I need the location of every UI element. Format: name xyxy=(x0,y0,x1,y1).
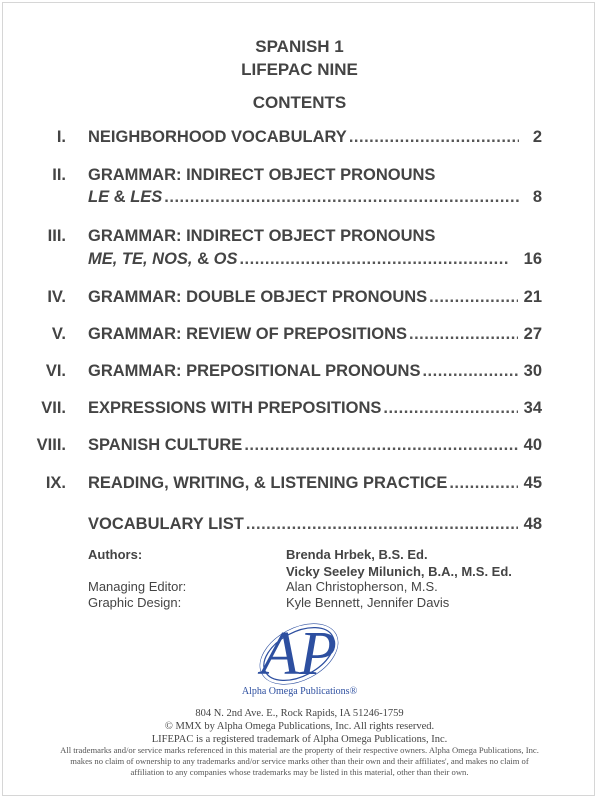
dot-leader xyxy=(449,474,517,493)
course-title: SPANISH 1 xyxy=(255,37,344,56)
dot-leader xyxy=(422,362,517,381)
toc-subtitle: ME, TE, NOS, & OS xyxy=(88,250,238,268)
toc-row xyxy=(0,362,599,386)
legal-line: makes no claim of ownership to any trademarks and/or service marks other than their own and their affiliates', and makes no claim of xyxy=(70,756,529,766)
author-1: Brenda Hrbek, B.S. Ed. xyxy=(286,547,428,562)
design-label: Graphic Design: xyxy=(88,595,182,610)
toc-line xyxy=(88,362,542,381)
toc-title: GRAMMAR: DOUBLE OBJECT PRONOUNS xyxy=(88,288,428,306)
toc-page: 8 xyxy=(532,188,542,206)
authors-label: Authors: xyxy=(88,547,143,562)
editor-label: Managing Editor: xyxy=(88,579,187,594)
toc-title: GRAMMAR: INDIRECT OBJECT PRONOUNS xyxy=(88,227,436,245)
toc-number: VIII. xyxy=(36,436,66,454)
toc-title: SPANISH CULTURE xyxy=(88,436,243,454)
toc-page: 16 xyxy=(523,250,542,268)
toc-title: VOCABULARY LIST xyxy=(88,515,244,533)
contents-heading: CONTENTS xyxy=(252,93,347,112)
publisher-address: 804 N. 2nd Ave. E., Rock Rapids, IA 51246-1759 xyxy=(195,708,404,719)
toc-row xyxy=(0,325,599,349)
lifepac-title: LIFEPAC NINE xyxy=(241,60,358,79)
toc-number: III. xyxy=(47,227,66,245)
toc-row xyxy=(0,515,599,539)
toc-line xyxy=(88,515,542,534)
dot-leader xyxy=(383,399,517,418)
toc-number: IV. xyxy=(47,288,66,306)
toc-page: 34 xyxy=(523,399,542,417)
toc-page: 27 xyxy=(523,325,542,343)
toc-number: V. xyxy=(51,325,66,343)
toc-title: NEIGHBORHOOD VOCABULARY xyxy=(88,128,347,146)
toc-title: GRAMMAR: REVIEW OF PREPOSITIONS xyxy=(88,325,408,343)
toc-number: I. xyxy=(56,128,66,146)
toc-row xyxy=(0,128,599,152)
toc-subtitle: LE & LES xyxy=(88,188,163,206)
dot-leader xyxy=(409,325,518,344)
toc-line xyxy=(88,288,542,307)
dot-leader xyxy=(246,515,518,534)
toc-number: II. xyxy=(52,166,66,184)
legal-disclaimer xyxy=(34,745,565,778)
toc-number: VI. xyxy=(45,362,66,380)
toc-row-continued xyxy=(0,250,599,274)
author-2: Vicky Seeley Milunich, B.A., M.S. Ed. xyxy=(286,564,512,579)
toc-page: 30 xyxy=(523,362,542,380)
toc-line xyxy=(88,325,542,344)
trademark-line: LIFEPAC is a registered trademark of Alpha Omega Publications, Inc. xyxy=(151,734,448,745)
dot-leader xyxy=(244,436,517,455)
toc-page: 45 xyxy=(523,474,542,492)
toc-line xyxy=(88,227,542,246)
editor-name: Alan Christopherson, M.S. xyxy=(286,579,438,594)
toc-title: GRAMMAR: INDIRECT OBJECT PRONOUNS xyxy=(88,166,436,184)
toc-row xyxy=(0,436,599,460)
toc-row xyxy=(0,474,599,498)
toc-row xyxy=(0,288,599,312)
design-names: Kyle Bennett, Jennifer Davis xyxy=(286,595,450,610)
dot-leader xyxy=(349,128,519,147)
toc-page: 21 xyxy=(523,288,542,306)
toc-number: VII. xyxy=(41,399,66,417)
toc-line xyxy=(88,399,542,418)
toc-page: 48 xyxy=(523,515,542,533)
toc-line xyxy=(88,436,542,455)
publisher-logo-name: Alpha Omega Publications® xyxy=(241,686,358,697)
toc-line xyxy=(88,250,542,269)
legal-line: affiliation to any companies whose trademarks may be listed in this material, other than their own. xyxy=(130,767,469,777)
copyright-line: © MMX by Alpha Omega Publications, Inc. All rights reserved. xyxy=(164,721,435,732)
toc-line xyxy=(88,474,542,493)
toc-line xyxy=(88,188,542,207)
svg-text:AP: AP xyxy=(261,620,337,688)
toc-line xyxy=(88,166,542,185)
toc-title: EXPRESSIONS WITH PREPOSITIONS xyxy=(88,399,382,417)
toc-row-continued xyxy=(0,188,599,212)
toc-page: 40 xyxy=(523,436,542,454)
toc-title: READING, WRITING, & LISTENING PRACTICE xyxy=(88,474,448,492)
toc-row xyxy=(0,227,599,251)
toc-title: GRAMMAR: PREPOSITIONAL PRONOUNS xyxy=(88,362,421,380)
toc-page: 2 xyxy=(532,128,542,146)
dot-leader xyxy=(164,188,519,207)
toc-number: IX. xyxy=(45,474,66,492)
dot-leader xyxy=(239,250,509,269)
toc-line xyxy=(88,128,542,147)
toc-row xyxy=(0,399,599,423)
toc-row xyxy=(0,166,599,190)
legal-line: All trademarks and/or service marks referenced in this material are the property of their respective owners. Alpha Omega Publications, Inc. xyxy=(60,745,539,755)
dot-leader xyxy=(429,288,517,307)
